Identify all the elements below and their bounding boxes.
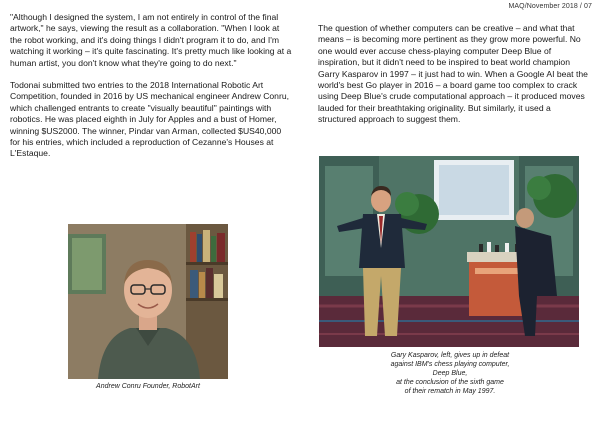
kasparov-caption-line: at the conclusion of the sixth game: [396, 379, 504, 386]
andrew-conru-caption: Andrew Conru Founder, RobotArt: [96, 383, 200, 390]
left-paragraph-competition: Todonai submitted two entries to the 2018 International Robotic Art Competition, founded in 2016 by US mechanical engineer Andrew Conru, which challenged entrants to create "visually beautiful" paintings with robotics. He was placed eighth in July for Apples and a bust of Homer, winning $US2000. The winner, Pindar van Arman, collected $US40,000 for his entries, which included a reproduction of Cezanne's Houses at L'Estaque.: [10, 80, 289, 159]
kasparov-caption: [340, 351, 560, 396]
page-header-issue: MAQ/November 2018 / 07: [508, 3, 592, 10]
kasparov-deep-blue-photo: [319, 156, 579, 347]
left-text-column: [10, 12, 292, 160]
kasparov-caption-line: of their rematch in May 1997.: [404, 388, 496, 395]
kasparov-deep-blue-illustration: [319, 156, 579, 347]
kasparov-caption-line: Deep Blue,: [432, 370, 468, 377]
kasparov-caption-line: Gary Kasparov, left, gives up in defeat: [390, 352, 510, 359]
kasparov-caption-line: against IBM's chess playing computer,: [390, 361, 510, 368]
left-paragraph-quote: "Although I designed the system, I am not entirely in control of the final artwork," he says, viewing the result as a collaboration. "When I look at the robot working, and it's doing things I didn't program it to do, and I'm watching it working – it's quite fascinating. It's pretty much like looking at a human artist, you don't know what they're going to do next.": [10, 12, 292, 68]
andrew-conru-illustration: [68, 224, 228, 379]
andrew-conru-photo: [68, 224, 228, 379]
right-text-column: [318, 23, 590, 126]
right-paragraph-creativity: The question of whether computers can be creative – and what that means – is becoming more pertinent as they grow more powerful. No one would ever accuse chess-playing computer Deep Blue of inspiration, but it didn't need to be inspired to beat world champion Garry Kasparov in 1997 – it just had to win. When a Google AI beat the world's best Go player in 2016 – a board game too complex to crack using Deep Blue's crude computational approach – it produced moves lauded for their breathtaking originality. But similarly, it used a structured approach to suggest them.: [318, 23, 588, 125]
